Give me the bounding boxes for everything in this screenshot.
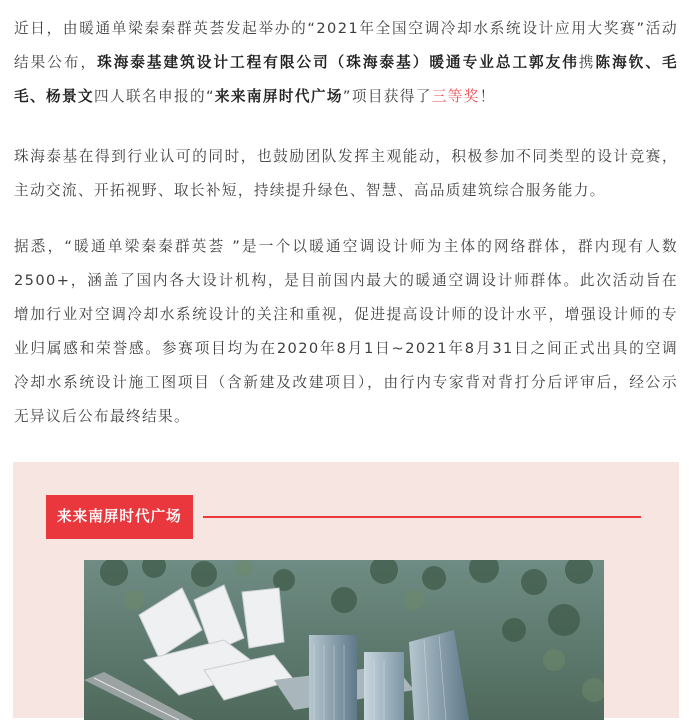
- application-text: 四人联名申报的“: [93, 88, 215, 105]
- project-section: [13, 462, 679, 718]
- intro-text: 近日，由暖通单梁秦秦群英荟发起举办的“2021年全国空调冷却水系统设计应用大奖赛”活动结果公布，: [14, 20, 678, 71]
- background-paragraph: 据悉，“暖通单梁秦秦群英荟 ”是一个以暖通空调设计师为主体的网络群体，群内现有人数2500+，涵盖了国内各大设计机构，是目前国内最大的暖通空调设计师群体。此次活动旨在增加行业对空调冷却水系统设计的关注和重视，促进提高设计师的设计水平，增强设计师的专业归属感和荣誉感。参赛项目均为在2020年8月1日~2021年8月31日之间正式出具的空调冷却水系统设计施工图项目（含新建及改建项目），由行内专家背对背打分后评审后，经公示无异议后公布最终结果。: [14, 238, 678, 425]
- project-rendering-image: [84, 560, 604, 720]
- award-text: ”项目获得了: [342, 88, 432, 105]
- intro-paragraph: [14, 12, 678, 114]
- project-title-tag: 来来南屏时代广场: [46, 495, 193, 539]
- aerial-city-rendering: [84, 560, 604, 720]
- recognition-paragraph: 珠海泰基在得到行业认可的同时，也鼓励团队发挥主观能动，积极参加不同类型的设计竞赛，主动交流、开拓视野、取长补短，持续提升绿色、智慧、高品质建筑综合服务能力。: [14, 148, 678, 199]
- connector-text: 携: [578, 54, 596, 71]
- exclamation: ！: [479, 88, 496, 105]
- team-member-names: 陈海钦、毛毛、杨景文: [14, 54, 678, 105]
- company-and-lead-name: 珠海泰基建筑设计工程有限公司（珠海泰基）暖通专业总工郭友伟: [97, 54, 579, 71]
- project-name: 来来南屏时代广场: [214, 88, 343, 105]
- award-level: 三等奖: [431, 88, 480, 105]
- title-divider-line: [203, 516, 641, 518]
